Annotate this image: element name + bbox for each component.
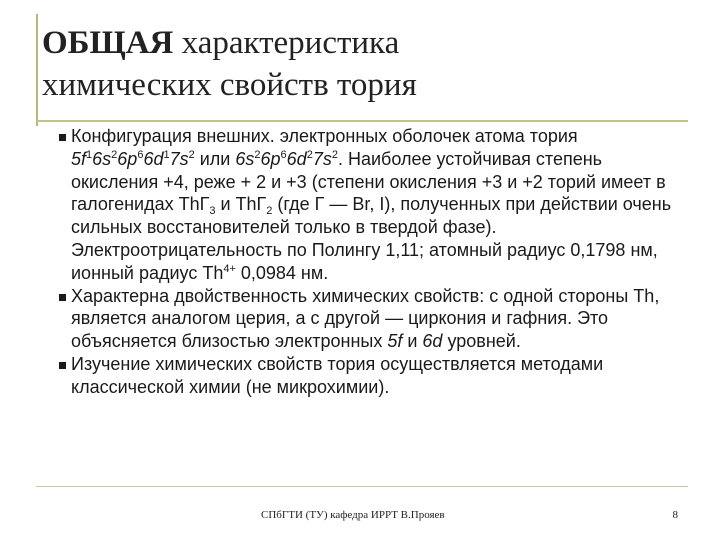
title-bold-word: ОБЩАЯ — [42, 25, 174, 61]
page-number: 8 — [672, 509, 678, 521]
list-item — [44, 125, 680, 285]
config-term: 7s — [312, 148, 332, 169]
subscript: 3 — [209, 205, 216, 218]
config-term: 6d — [286, 148, 307, 169]
text: Изучение химических свойств тория осуществляется методами классической химии (не микрохимии). — [71, 353, 604, 397]
title-divider — [36, 120, 688, 122]
config-term: 6p — [117, 148, 138, 169]
orbital-term: 6d — [422, 331, 443, 352]
text: и — [402, 331, 423, 352]
bullet-text-3 — [71, 354, 603, 397]
title-frame-line — [36, 14, 38, 126]
text: уровней. — [442, 331, 521, 352]
square-bullet-icon — [59, 294, 66, 301]
superscript: 2 — [111, 148, 118, 161]
title-line-1-rest: характеристика — [173, 25, 400, 61]
text: 0,0984 нм. — [235, 262, 329, 283]
text: Характерна двойственность химических свойств: с одной стороны Th, является аналогом церия, а с другой — циркония и гафния. Это объясняется близостью электронных — [71, 285, 660, 352]
square-bullet-icon — [59, 362, 66, 369]
superscript: 1 — [86, 148, 93, 161]
text: (где Г — Br, I), полученных при действии очень сильных восстановителей только в твердой фазе). Электроотрицательность по Полингу 1,11; атомный радиус 0,1798 нм, ионный радиус Th — [71, 194, 672, 283]
config-term: 6d — [143, 148, 164, 169]
config-term: 6s — [92, 148, 112, 169]
slide-title — [42, 22, 682, 106]
config-term: 5f — [71, 148, 87, 169]
superscript: 4+ — [223, 262, 236, 275]
bullet-text-2 — [71, 286, 659, 352]
footer — [36, 509, 688, 527]
superscript: 2 — [331, 148, 338, 161]
footer-text: СПбГТИ (ТУ) кафедра ИРРТ В.Прояев — [261, 509, 445, 521]
superscript: 2 — [306, 148, 313, 161]
list-item — [44, 285, 680, 353]
text: и ThГ — [215, 194, 267, 215]
list-item — [44, 353, 680, 399]
superscript: 1 — [163, 148, 170, 161]
bullet-text-1 — [71, 126, 671, 283]
text: Конфигурация внешних. электронных оболочек атома тория — [71, 126, 578, 146]
config-term: 6s — [235, 148, 255, 169]
text: . Наиболее устойчивая степень окисления +4, реже + 2 и +3 (степени окисления +3 и +2 торий имеет в галогенидах ThГ — [71, 148, 666, 215]
superscript: 2 — [254, 148, 261, 161]
superscript: 6 — [280, 148, 287, 161]
title-line-1 — [42, 22, 682, 64]
superscript: 6 — [137, 148, 144, 161]
subscript: 2 — [266, 205, 273, 218]
bullet-list — [44, 125, 680, 399]
square-bullet-icon — [59, 134, 66, 141]
title-line-2: химических свойств тория — [42, 67, 417, 103]
config-term: 7s — [169, 148, 189, 169]
superscript: 2 — [188, 148, 195, 161]
footer-divider — [36, 486, 688, 487]
config-term: 6p — [260, 148, 281, 169]
text: или — [194, 148, 236, 169]
orbital-term: 5f — [387, 331, 403, 352]
